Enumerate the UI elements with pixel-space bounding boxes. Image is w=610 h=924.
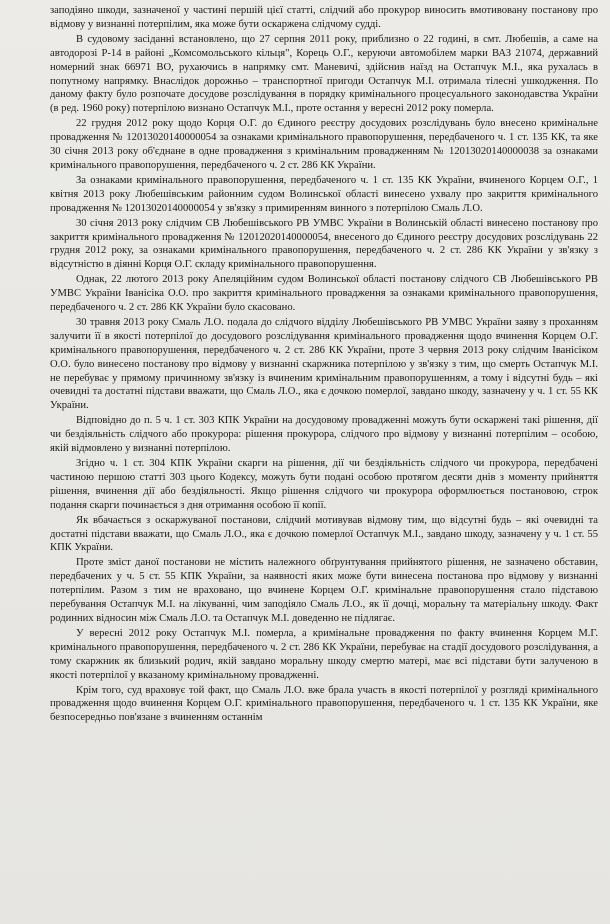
- paragraph-13: Крім того, суд враховує той факт, що Смаль Л.О. вже брала участь в якості потерпілої у розгляді кримінального провадження щодо вчинення Корцем О.Г. кримінального правопорушення, передбаченого ч. 1 ст. 135 КК України, яке безпосередньо пов'язане з вчиненням останнім: [50, 684, 598, 724]
- paragraph-5: 30 січня 2013 року слідчим СВ Любешівського РВ УМВС України в Волинській області винесено постанову про закриття кримінального провадження № 12012020140000054, внесеного до Єдиного реєстру досудових розслідувань 22 грудня 2012 року, за ознаками кримінального правопорушення, передбаченого ч. 2 ст. 286 КК України у зв'язку з відсутністю в діянні Корця О.Г. складу кримінального правопорушення.: [50, 217, 598, 271]
- paragraph-9: Згідно ч. 1 ст. 304 КПК України скарги на рішення, дії чи бездіяльність слідчого чи прокурора, передбачені частиною першою статті 303 цього Кодексу, можуть бути подані особою протягом десяти днів з моменту прийняття рішення, вчинення дії або бездіяльності. Якщо рішення слідчого чи прокурора оформлюється постановою, строк подання скарги починається з дня отримання особою її копії.: [50, 458, 598, 511]
- paragraph-1: заподіяно шкоди, зазначеної у частині першій цієї статті, слідчий або прокурор виносить вмотивовану постанову про відмову у визнанні потерпілим, яка може бути оскаржена слідчому судді.: [50, 5, 598, 30]
- paragraph-6: Однак, 22 лютого 2013 року Апеляційним судом Волинської області постанову слідчого СВ Любешівського РВ УМВС України Іванісіка О.О. про закриття кримінального провадження за ознаками кримінального правопорушення, передбаченого ч. 2 ст. 286 КК України було скасовано.: [50, 274, 598, 314]
- document-body: [50, 4, 598, 726]
- paragraph-7: 30 травня 2013 року Смаль Л.О. подала до слідчого відділу Любешівського РВ УМВС України заяву з проханням залучити її в якості потерпілої до досудового розслідування кримінального провадження щодо вчинення Корцем О.Г. кримінального правопорушення, передбаченого ч. 2 ст. 286 КК України, проте 3 червня 2013 року слідчим Іванісіком О.О. було винесено постанову про відмову у визнанні скаржника потерпілою у зв'язку з тим, що смерть Остапчук М.І. не перебуває у прямому причинному зв'язку із вчиненим кримінальним правопорушенням, а тому і відсутні будь – які очевидні та достатні підстави вважати, що Смаль Л.О., яка є дочкою померлої, завдано шкоду, зазначену у ч. 1 ст. 55 КК України.: [50, 316, 598, 412]
- paragraph-3: 22 грудня 2012 року щодо Корця О.Г. до Єдиного реєстру досудових розслідувань було внесено кримінальне провадження № 12013020140000054 за ознаками кримінального правопорушення, передбаченого ч. 1 ст. 135 КК, та яке 30 січня 2013 року об'єднане в одне провадження з кримінальним провадженням № 12013020140000038 за ознаками кримінального правопорушення, передбаченого ч. 2 ст. 286 КК України.: [50, 118, 598, 171]
- paragraph-8: Відповідно до п. 5 ч. 1 ст. 303 КПК України на досудовому провадженні можуть бути оскаржені такі рішення, дії чи бездіяльність слідчого або прокурора: рішення прокурора, слідчого про відмову у визнанні потерпілим – особою, якій відмовлено у визнанні потерпілою.: [50, 415, 598, 455]
- paragraph-12: У вересні 2012 року Остапчук М.І. померла, а кримінальне провадження по факту вчинення Корцем М.Г. кримінального правопорушення, передбаченого ч. 2 ст. 286 КК України, перебуває на стадії досудового розслідування, а тому скаржник як близький родич, якій завдано моральну шкоду смертю матері, має всі підстави бути залученою в якості потерпілої у вказаному кримінальному провадженні.: [50, 627, 598, 681]
- paragraph-2: В судовому засіданні встановлено, що 27 серпня 2011 року, приблизно о 22 годині, в смт. Любешів, а саме на автодорозі Р-14 в районі „Комсомольського кільця", Корець О.Г., керуючи автомобілем марки ВАЗ 21074, державний номерний знак 66971 ВО, рухаючись в напрямку смт. Маневичі, здійснив наїзд на Остапчук М.І., яка рухалась в попутному напрямку. Внаслідок дорожньо – транспортної пригоди Остапчук М.І. отримала тілесні ушкодження. По даному факту було розпочате досудове розслідування в порядку кримінального процесуального законодавства України (в ред. 1960 року) потерпілою визнано Остапчук М.І., проте остання у вересні 2012 року померла.: [50, 33, 598, 115]
- paragraph-11: Проте зміст даної постанови не містить належного обґрунтування прийнятого рішення, не зазначено обставин, передбачених у ч. 5 ст. 55 КПК України, за наявності яких може бути винесена постанова про відмову у визнанні потерпілим. Разом з тим не враховано, що вчинене Корцем О.Г. кримінальне правопорушення стало підставою перебування Остапчук М.І. на лікуванні, чим заподіяло Смаль Л.О., як її дочці, моральну та матеріальну шкоду. Факт родинних відносин між Смаль Л.О. та Остапчук М.І. доведенно не підлягає.: [50, 557, 598, 624]
- paragraph-10: Як вбачається з оскаржуваної постанови, слідчий мотивував відмову тим, що відсутні будь – які очевидні та достатні підстави вважати, що Смаль Л.О., яка є дочкою померлої Остапчук М.І., завдано шкоду, зазначену у ч. 1 ст. 55 КПК України.: [50, 514, 598, 554]
- paragraph-4: За ознаками кримінального правопорушення, передбаченого ч. 1 ст. 135 КК України, вчиненого Корцем О.Г., 1 квітня 2013 року Любешівським районним судом Волинської області винесено ухвалу про закриття кримінального провадження № 12013020140000054 у зв'язку з примиренням винного з потерпілою Смаль Л.О.: [50, 174, 598, 214]
